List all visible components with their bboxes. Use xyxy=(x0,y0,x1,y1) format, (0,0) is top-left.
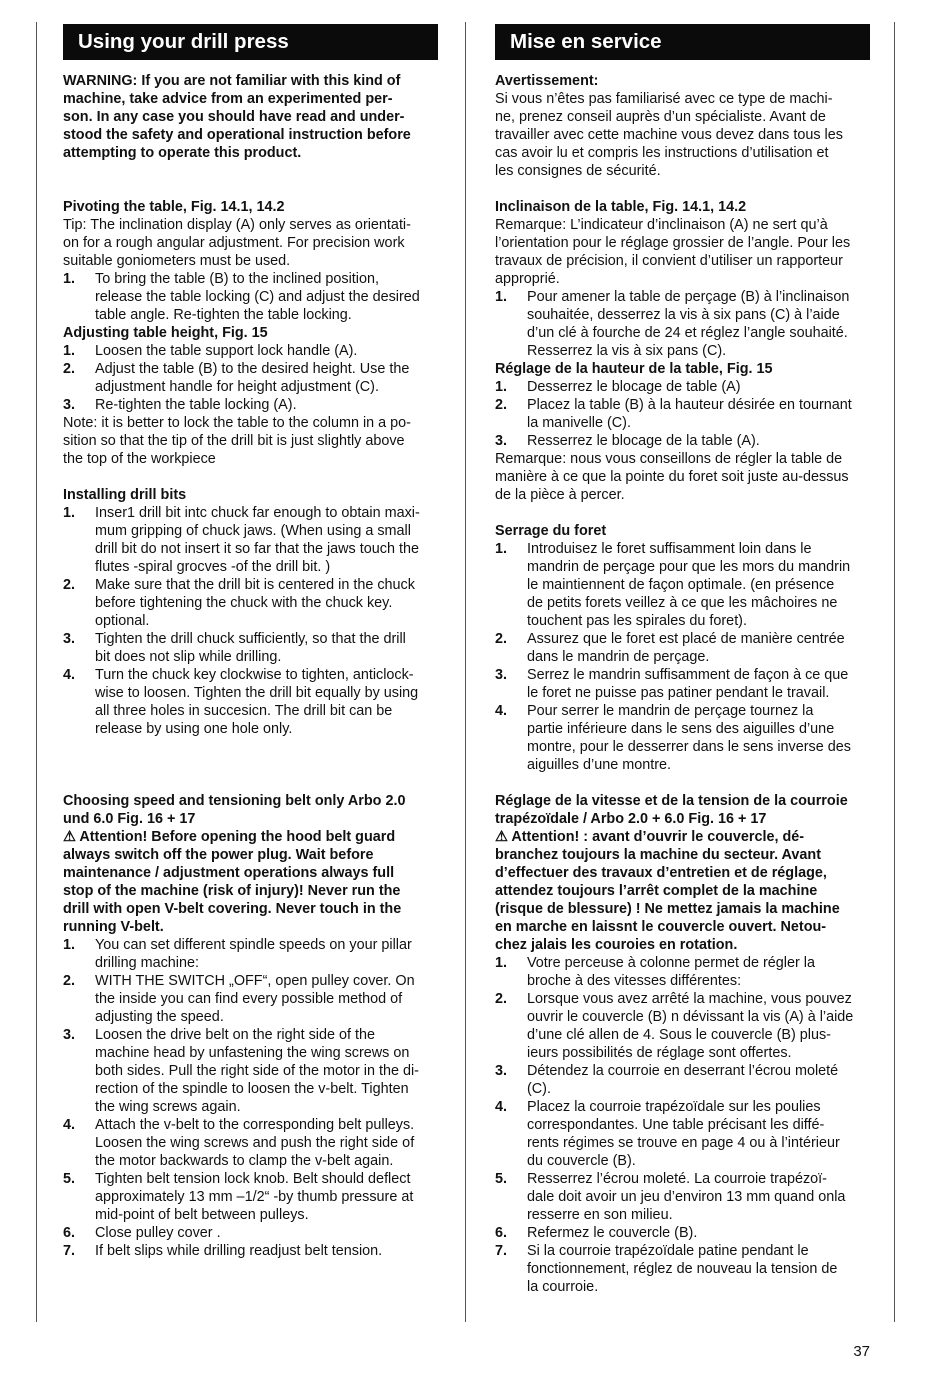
list-item: 1. Introduisez le foret suffisamment loin dans le mandrin de perçage pour que les mors du mandrin le maintiennent de façon optimale. (en présence de petits forets veillez à ce que les mâchoires ne touchent pas les spirales du foret). xyxy=(495,541,851,629)
list-item: 4. Turn the chuck key clockwise to tighten, anticlock- wise to loosen. Tighten the drill bit equally by using all three holes in succesicn. The drill bit can be release by using one hole only. xyxy=(63,667,419,737)
height-heading-fr: Réglage de la hauteur de la table, Fig. 15 xyxy=(495,361,773,377)
section-title-fr: Mise en service xyxy=(495,24,870,60)
list-item: 7. Si la courroie trapézoïdale patine pendant le fonctionnement, réglez de nouveau la tension de la courroie. xyxy=(495,1243,838,1295)
list-item: 1. To bring the table (B) to the inclined position, release the table locking (C) and adjust the desired table angle. Re-tighten the table locking. xyxy=(63,271,420,323)
height-heading-en: Adjusting table height, Fig. 15 xyxy=(63,325,268,341)
list-item: 1. Inser1 drill bit intc chuck far enough to obtain maxi- mum gripping of chuck jaws. (When using a small drill bit do not insert it so far that the jaws touch the flutes -spiral grocves -of the drill bit. ) xyxy=(63,505,420,575)
center-column-rule xyxy=(465,22,466,1322)
list-item: 2. Adjust the table (B) to the desired height. Use the adjustment handle for height adjustment (C). xyxy=(63,361,410,395)
speed-heading-en: Choosing speed and tensioning belt only Arbo 2.0 und 6.0 Fig. 16 + 17 xyxy=(63,793,406,827)
warning-heading-fr: Avertissement: xyxy=(495,73,599,89)
speed-heading-fr: Réglage de la vitesse et de la tension de la courroie trapézoïdale / Arbo 2.0 + 6.0 Fig. 16 + 17 xyxy=(495,793,848,827)
list-item: 1. Desserrez le blocage de table (A) xyxy=(495,379,741,395)
list-item: 3. Re-tighten the table locking (A). xyxy=(63,397,297,413)
list-item: 3. Resserrez le blocage de la table (A). xyxy=(495,433,760,449)
list-item: 1. You can set different spindle speeds on your pillar drilling machine: xyxy=(63,937,412,971)
warning-en: WARNING: If you are not familiar with this kind of machine, take advice from an experimented per- son. In any case you should have read and under- stood the safety and operational instruction before attempting to operate this product. xyxy=(63,73,411,161)
english-column xyxy=(63,24,438,1260)
pivot-tip-en: Tip: The inclination display (A) only serves as orientati- on for a rough angular adjustment. For precision work suitable goniometers must be used. xyxy=(63,217,411,269)
list-item: 4. Pour serrer le mandrin de perçage tournez la partie inférieure dans le sens des aiguilles d’une montre, pour le desserrer dans le sens inverse des aiguilles d’une montre. xyxy=(495,703,851,773)
pivot-tip-fr: Remarque: L’indicateur d’inclinaison (A) ne sert qu’à l’orientation pour le réglage grossier de l’angle. Pour les travaux de précision, il convient d’utiliser un rapporteur approprié. xyxy=(495,217,851,287)
list-item: 3. Serrez le mandrin suffisamment de façon à ce que le foret ne puisse pas patiner pendant le travail. xyxy=(495,667,849,701)
list-item: 1. Loosen the table support lock handle (A). xyxy=(63,343,358,359)
list-item: 1. Votre perceuse à colonne permet de régler la broche à des vitesses différentes: xyxy=(495,955,815,989)
list-item: 7. If belt slips while drilling readjust belt tension. xyxy=(63,1243,383,1259)
list-item: 2. WITH THE SWITCH „OFF“, open pulley cover. On the inside you can find every possible method of adjusting the speed. xyxy=(63,973,415,1025)
pivot-heading-en: Pivoting the table, Fig. 14.1, 14.2 xyxy=(63,199,285,215)
left-margin-rule xyxy=(36,22,37,1322)
bits-heading-en: Installing drill bits xyxy=(63,487,187,503)
speed-attention-en: ⚠ Attention! Before opening the hood belt guard always switch off the power plug. Wait before maintenance / adjustment operations always full stop of the machine (risk of injury)! Never run the drill with open V-belt covering. Never touch in the running V-belt. xyxy=(63,829,402,935)
french-column xyxy=(495,24,870,1296)
bits-heading-fr: Serrage du foret xyxy=(495,523,607,539)
list-item: 2. Assurez que le foret est placé de manière centrée dans le mandrin de perçage. xyxy=(495,631,845,665)
list-item: 4. Attach the v-belt to the corresponding belt pulleys. Loosen the wing screws and push the right side of the motor backwards to clamp the v-belt again. xyxy=(63,1117,415,1169)
right-margin-rule xyxy=(894,22,895,1322)
list-item: 4. Placez la courroie trapézoïdale sur les poulies correspondantes. Une table précisant les diffé- rents régimes se trouve en page 4 ou à l’intérieur du couvercle (B). xyxy=(495,1099,840,1169)
height-note-en: Note: it is better to lock the table to the column in a po- sition so that the tip of the drill bit is just slightly above the top of the workpiece xyxy=(63,415,411,467)
list-item: 5. Tighten belt tension lock knob. Belt should deflect approximately 13 mm –1/2“ -by thumb pressure at mid-point of belt between pulleys. xyxy=(63,1171,414,1223)
section-title-en: Using your drill press xyxy=(63,24,438,60)
list-item: 2. Make sure that the drill bit is centered in the chuck before tightening the chuck with the chuck key. optional. xyxy=(63,577,415,629)
page-number: 37 xyxy=(853,1343,870,1360)
list-item: 3. Détendez la courroie en deserrant l’écrou moleté (C). xyxy=(495,1063,839,1097)
list-item: 6. Refermez le couvercle (B). xyxy=(495,1225,698,1241)
list-item: 1. Pour amener la table de perçage (B) à l’inclinaison souhaitée, desserrez la vis à six pans (C) à l’aide d’un clé à fourche de 24 et réglez l’angle souhaité. Resserrez la vis à six pans (C). xyxy=(495,289,850,359)
list-item: 2. Placez la table (B) à la hauteur désirée en tournant la manivelle (C). xyxy=(495,397,852,431)
list-item: 3. Loosen the drive belt on the right side of the machine head by unfastening the wing screws on both sides. Pull the right side of the motor in the di- rection of the spindle to loosen the v-belt. Tighten the wing screws again. xyxy=(63,1027,419,1115)
list-item: 5. Resserrez l’écrou moleté. La courroie trapézoï- dale doit avoir un jeu d’environ 13 mm quand onla resserre en son milieu. xyxy=(495,1171,846,1223)
warning-text-fr: Si vous n’êtes pas familiarisé avec ce type de machi- ne, prenez conseil auprès d’un spécialiste. Avant de travailler avec cette machine vous devez dans tous les cas avoir lu et compris les instructions d’utilisation et les consignes de sécurité. xyxy=(495,91,843,179)
height-note-fr: Remarque: nous vous conseillons de régler la table de manière à ce que la pointe du foret soit juste au-dessus de la pièce à percer. xyxy=(495,451,849,503)
pivot-heading-fr: Inclinaison de la table, Fig. 14.1, 14.2 xyxy=(495,199,747,215)
list-item: 2. Lorsque vous avez arrêté la machine, vous pouvez ouvrir le couvercle (B) n dévissant la vis (A) à l’aide d’une clé allen de 4. Sous le couvercle (B) plus- ieurs possibilités de réglage sont offertes. xyxy=(495,991,854,1061)
speed-attention-fr: ⚠ Attention! : avant d’ouvrir le couvercle, dé- branchez toujours la machine du secteur. Avant d’effectuer des travaux d’entretien et de réglage, attendez toujours l’arrêt complet de la machine (risque de blessure) ! Ne mettez jamais la machine en marche en laissnt le couvercle ouvert. Netou- chez jalais les couroies en rotation. xyxy=(495,829,840,953)
list-item: 3. Tighten the drill chuck sufficiently, so that the drill bit does not slip while drilling. xyxy=(63,631,406,665)
list-item: 6. Close pulley cover . xyxy=(63,1225,221,1241)
